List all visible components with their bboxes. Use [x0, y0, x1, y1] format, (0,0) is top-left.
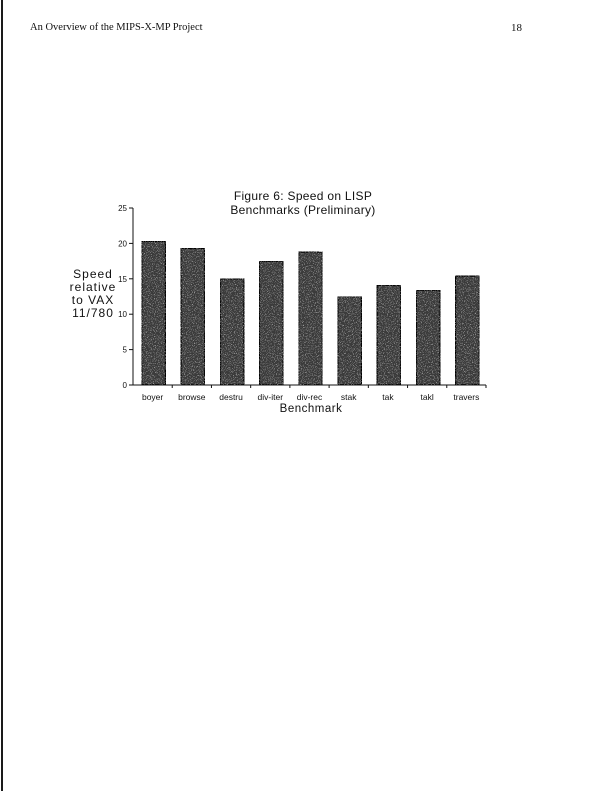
bar-boyer [142, 241, 166, 385]
page-number: 18 [511, 22, 522, 34]
y-axis-label-line-2: relative [69, 280, 117, 294]
x-category-label: tak [382, 392, 394, 402]
x-category-label: boyer [141, 392, 164, 402]
y-tick-label: 25 [118, 204, 127, 213]
y-tick-label: 15 [118, 274, 127, 284]
y-tick-label: 10 [118, 310, 127, 320]
x-category-label: div-iter [257, 392, 284, 402]
x-category-label: takl [420, 392, 434, 402]
running-header-title: An Overview of the MIPS-X-MP Project [30, 22, 203, 33]
bar-stak [338, 297, 362, 386]
y-tick-label: 0 [122, 381, 127, 390]
y-tick-label: 20 [118, 239, 127, 249]
y-axis-label-line-3: to VAX [71, 293, 115, 307]
bar-destru [220, 279, 244, 385]
x-category-label: browse [178, 392, 206, 402]
bar-browse [181, 248, 205, 385]
x-category-label: div-rec [296, 392, 323, 402]
x-axis-label: Benchmark [279, 403, 343, 415]
chart-title-line-2: Benchmarks (Preliminary) [230, 203, 376, 217]
bar-tak [377, 285, 401, 385]
y-ticks [118, 204, 133, 390]
x-category-label: travers [453, 392, 480, 402]
bars [142, 241, 486, 388]
y-axis-label-line-4: 11/780 [72, 306, 114, 320]
chart-title-line-1: Figure 6: Speed on LISP [233, 189, 373, 203]
x-category-label: destru [219, 392, 243, 402]
x-category-labels [142, 392, 479, 402]
x-category-label: stak [340, 392, 357, 402]
bar-div-iter [259, 261, 283, 385]
bar-travers [455, 276, 479, 385]
bar-takl [416, 290, 440, 385]
y-tick-label: 5 [122, 345, 127, 355]
bar-div-rec [299, 252, 323, 385]
y-axis-label-line-1: Speed [73, 267, 113, 281]
